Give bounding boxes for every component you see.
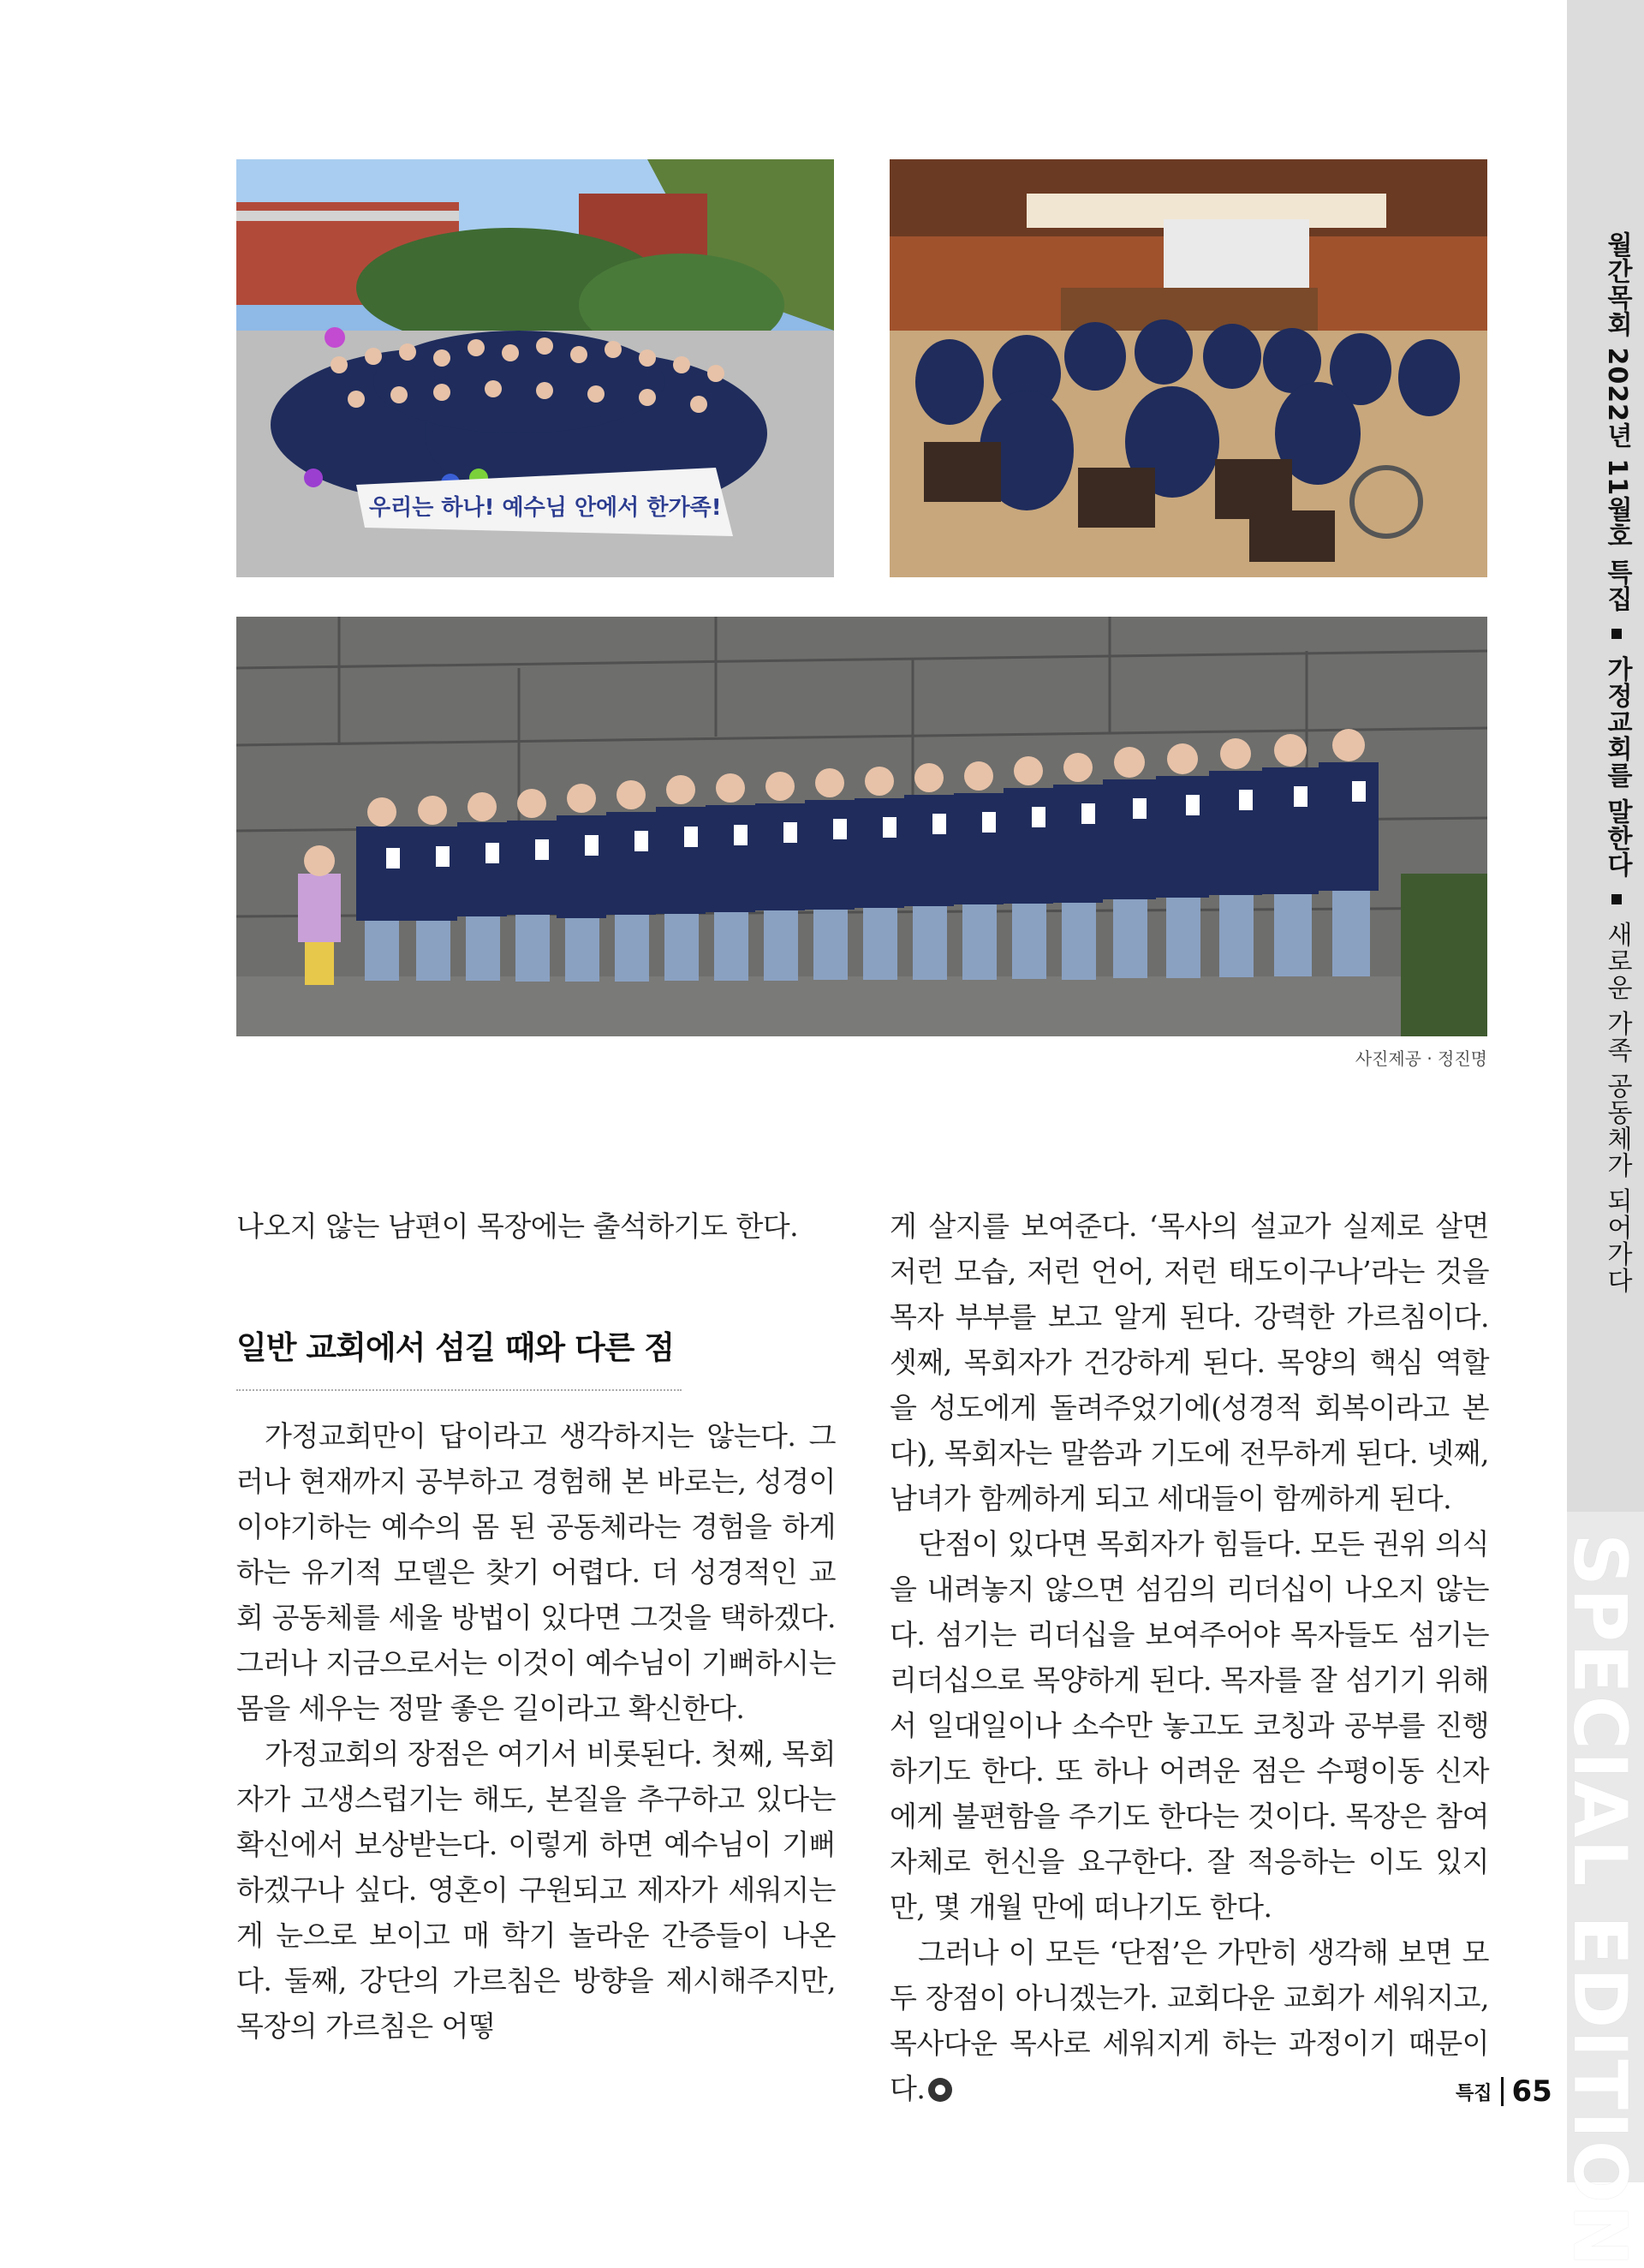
running-magazine: 월간목회 2022년 11월호 특집	[1602, 231, 1632, 612]
running-subtitle: 새로운 가족 공동체가 되어가다	[1602, 921, 1632, 1294]
photo-auditorium	[890, 159, 1487, 577]
photo-group-outdoor	[236, 159, 834, 577]
paragraph-text: 그러나 이 모든 ‘단점’은 가만히 생각해 보면 모두 장점이 아니겠는가. 교회다운 교회가 세워지고, 목사다운 목사로 세워지게 하는 과정이기 때문이다.	[890, 1936, 1489, 2105]
section-heading: 일반 교회에서 섬길 때와 다른 점	[236, 1329, 675, 1366]
paragraph: 게 살지를 보여준다. ‘목사의 설교가 실제로 살면 저런 모습, 저런 언어, 저런 태도이구나’라는 것을 목자 부부를 보고 알게 된다. 강력한 가르침이다. 셋째, 목회자가 건강하게 된다. 목양의 핵심 역할을 성도에게 돌려주었기에(성경적 회복이라고 본다), 목회자는 말씀과 기도에 전무하게 된다. 넷째, 남녀가 함께하게 되고 세대들이 함께하게 된다.	[890, 1209, 1489, 1515]
photo-group-wall	[236, 617, 1487, 1036]
photo-auditorium-image	[890, 159, 1487, 577]
photo-group-outdoor-image	[236, 159, 834, 577]
footer-section-label: 특집	[1456, 2082, 1492, 2104]
paragraph: 가정교회의 장점은 여기서 비롯된다. 첫째, 목회자가 고생스럽기는 해도, 본질을 추구하고 있다는 확신에서 보상받는다. 이렇게 하면 예수님이 기뻐하겠구나 싶다. 영혼이 구원되고 제자가 세워지는 게 눈으로 보이고 매 학기 놀라운 간증들이 나온다. 둘째, 강단의 가르침은 방향을 제시해주지만, 목장의 가르침은 어떻	[236, 1737, 836, 2043]
photo-credit: 사진제공 · 정진명	[1355, 1048, 1487, 1069]
paragraph: 단점이 있다면 목회자가 힘들다. 모든 권위 의식을 내려놓지 않으면 섬김의 리더십이 나오지 않는다. 섬기는 리더십을 보여주어야 목자들도 섬기는 리더십으로 목양하게 된다. 목자를 잘 섬기기 위해서 일대일이나 소수만 놓고도 코칭과 공부를 진행하기도 한다. 또 하나 어려운 점은 수평이동 신자에게 불편함을 주기도 한다는 것이다. 목장은 참여 자체로 헌신을 요구한다. 잘 적응하는 이도 있지만, 몇 개월 만에 떠나기도 한다.	[890, 1527, 1489, 1924]
end-mark-icon	[928, 2078, 952, 2102]
page-footer	[1456, 2074, 1552, 2109]
separator-square-icon	[1611, 629, 1622, 639]
paragraph-last	[890, 1930, 1489, 2111]
photo-group-wall-image	[236, 617, 1487, 1036]
heading-divider	[236, 1389, 682, 1391]
footer-divider	[1501, 2077, 1504, 2106]
article-column-right	[890, 1203, 1489, 2111]
paragraph: 가정교회만이 답이라고 생각하지는 않는다. 그러나 현재까지 공부하고 경험해 본 바로는, 성경이 이야기하는 예수의 몸 된 공동체라는 경험을 하게 하는 유기적 모델은 찾기 어렵다. 더 성경적인 교회 공동체를 세울 방법이 있다면 그것을 택하겠다. 그러나 지금으로서는 이것이 예수님이 기뻐하시는 몸을 세우는 정말 좋은 길이라고 확신한다.	[236, 1419, 836, 1725]
banner-text: 우리는 하나! 예수님 안에서 한가족!	[369, 495, 722, 521]
running-feature: 가정교회를 말한다	[1602, 655, 1632, 878]
article-column-left	[236, 1203, 836, 2049]
page-number: 65	[1511, 2074, 1552, 2109]
spacer	[236, 1249, 836, 1322]
paragraph: 나오지 않는 남편이 목장에는 출석하기도 한다.	[236, 1209, 799, 1243]
special-edition-label: SPECIAL EDITION	[1557, 1533, 1642, 2268]
running-header	[1576, 231, 1635, 1293]
separator-square-icon	[1611, 894, 1622, 904]
